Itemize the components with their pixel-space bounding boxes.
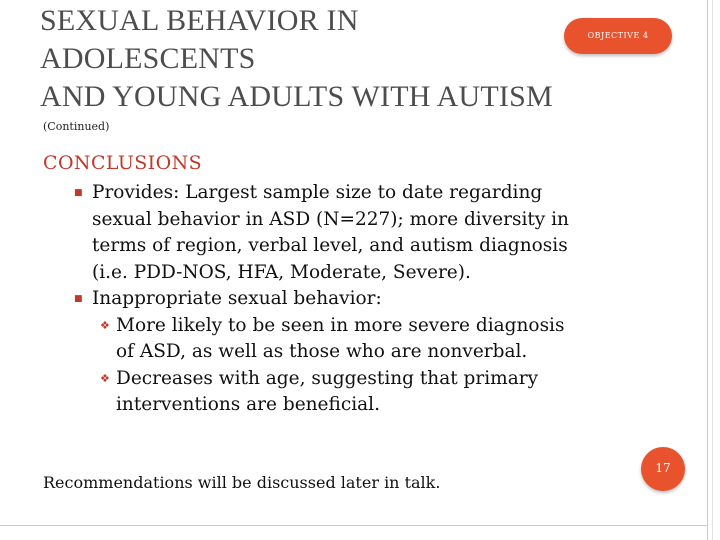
title-line-1: SEXUAL BEHAVIOR IN (40, 4, 359, 37)
slide-border-bottom (0, 525, 708, 526)
bullet-list (43, 180, 683, 419)
slide-border-right (707, 0, 708, 540)
page-number-badge: 17 (641, 447, 685, 491)
slide-border-right-shadow (712, 0, 713, 540)
diamond-bullet-icon: ❖ (100, 371, 110, 385)
footer-note: Recommendations will be discussed later in talk. (43, 473, 441, 492)
bullet-line: terms of region, verbal level, and autism diagnosis (92, 235, 568, 256)
sub-list-item (43, 366, 683, 419)
bullet-line: Provides: Largest sample size to date regarding (92, 182, 543, 203)
sub-bullet-line: of ASD, as well as those who are nonverbal. (116, 341, 528, 362)
slide-title (40, 2, 640, 116)
bullet-line: Inappropriate sexual behavior: (92, 288, 382, 309)
diamond-bullet-icon: ❖ (100, 318, 110, 332)
conclusions-heading: CONCLUSIONS (43, 152, 203, 174)
title-line-2: ADOLESCENTS (40, 42, 256, 75)
objective-badge: OBJECTIVE 4 (564, 18, 672, 54)
bullet-line: (i.e. PDD-NOS, HFA, Moderate, Severe). (92, 261, 471, 283)
square-bullet-icon: ■ (74, 294, 83, 304)
sub-bullet-line: interventions are beneficial. (116, 394, 380, 415)
sub-bullet-line: More likely to be seen in more severe diagnosis (116, 314, 565, 336)
list-item (43, 180, 683, 286)
sub-bullet-line: Decreases with age, suggesting that primary (116, 367, 539, 389)
continued-label: (Continued) (43, 120, 110, 133)
list-item (43, 286, 683, 313)
square-bullet-icon: ■ (74, 188, 83, 198)
sub-list-item (43, 313, 683, 366)
title-line-3: AND YOUNG ADULTS WITH AUTISM (40, 80, 553, 113)
bullet-line: sexual behavior in ASD (N=227); more diversity in (92, 208, 569, 230)
